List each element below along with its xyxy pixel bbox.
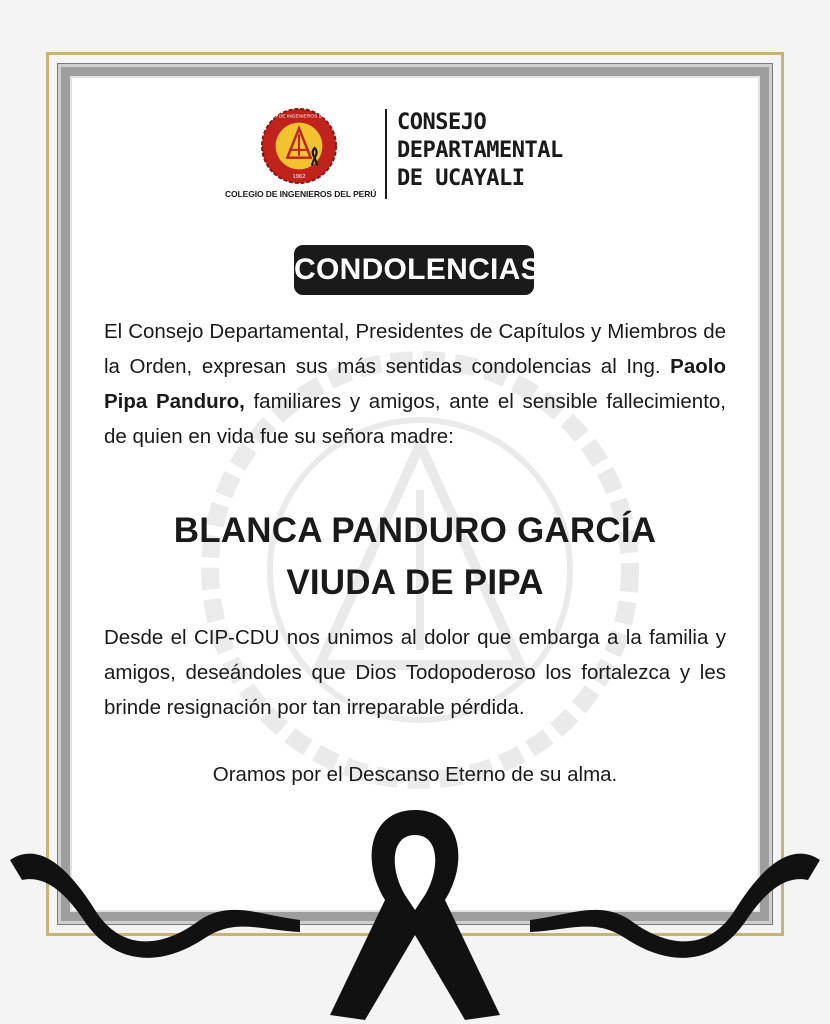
support-paragraph: Desde el CIP-CDU nos unimos al dolor que embarga a la familia y amigos, deseándoles que Dios Todopoderoso los fortalezca y les brinde resignación por tan irreparable pérdida. — [104, 626, 726, 719]
council-name — [397, 109, 627, 193]
deceased-name-line-1: BLANCA PANDURO GARCÍA — [173, 511, 657, 550]
council-line-1: CONSEJO — [397, 110, 487, 135]
right-streamer — [530, 854, 820, 958]
logo-ring-text: COLEGIO DE INGENIEROS DEL PERÚ — [255, 114, 343, 120]
mourning-ribbons — [0, 800, 830, 1024]
left-streamer — [10, 854, 300, 958]
awareness-ribbon-icon — [330, 810, 500, 1020]
deceased-name-line-2: VIUDA DE PIPA — [286, 563, 544, 602]
condolencias-title: CONDOLENCIAS — [294, 245, 534, 295]
header-divider — [385, 109, 387, 199]
cip-logo-block — [225, 105, 375, 205]
para1-text-end: familiares y amigos, ante el sensible fallecimiento, de quien en vida fue su señora madre: — [104, 390, 726, 448]
logo-year: 1962 — [292, 174, 306, 181]
cip-logo-icon — [255, 107, 343, 185]
logo-caption: COLEGIO DE INGENIEROS DEL PERÚ — [225, 189, 377, 199]
condolence-paragraph — [104, 314, 726, 454]
council-line-3: DE UCAYALI — [397, 166, 525, 191]
para1-text-start: El Consejo Departamental, Presidentes de Capítulos y Miembros de la Orden, expresan sus más sentidas condolencias al Ing. — [104, 320, 726, 378]
header — [225, 105, 625, 205]
council-line-2: DEPARTAMENTAL — [397, 138, 563, 163]
prayer-line: Oramos por el Descanso Eterno de su alma. — [212, 763, 618, 786]
deceased-name — [104, 505, 726, 609]
engineer-name: Paolo Pipa Panduro, — [104, 355, 726, 413]
